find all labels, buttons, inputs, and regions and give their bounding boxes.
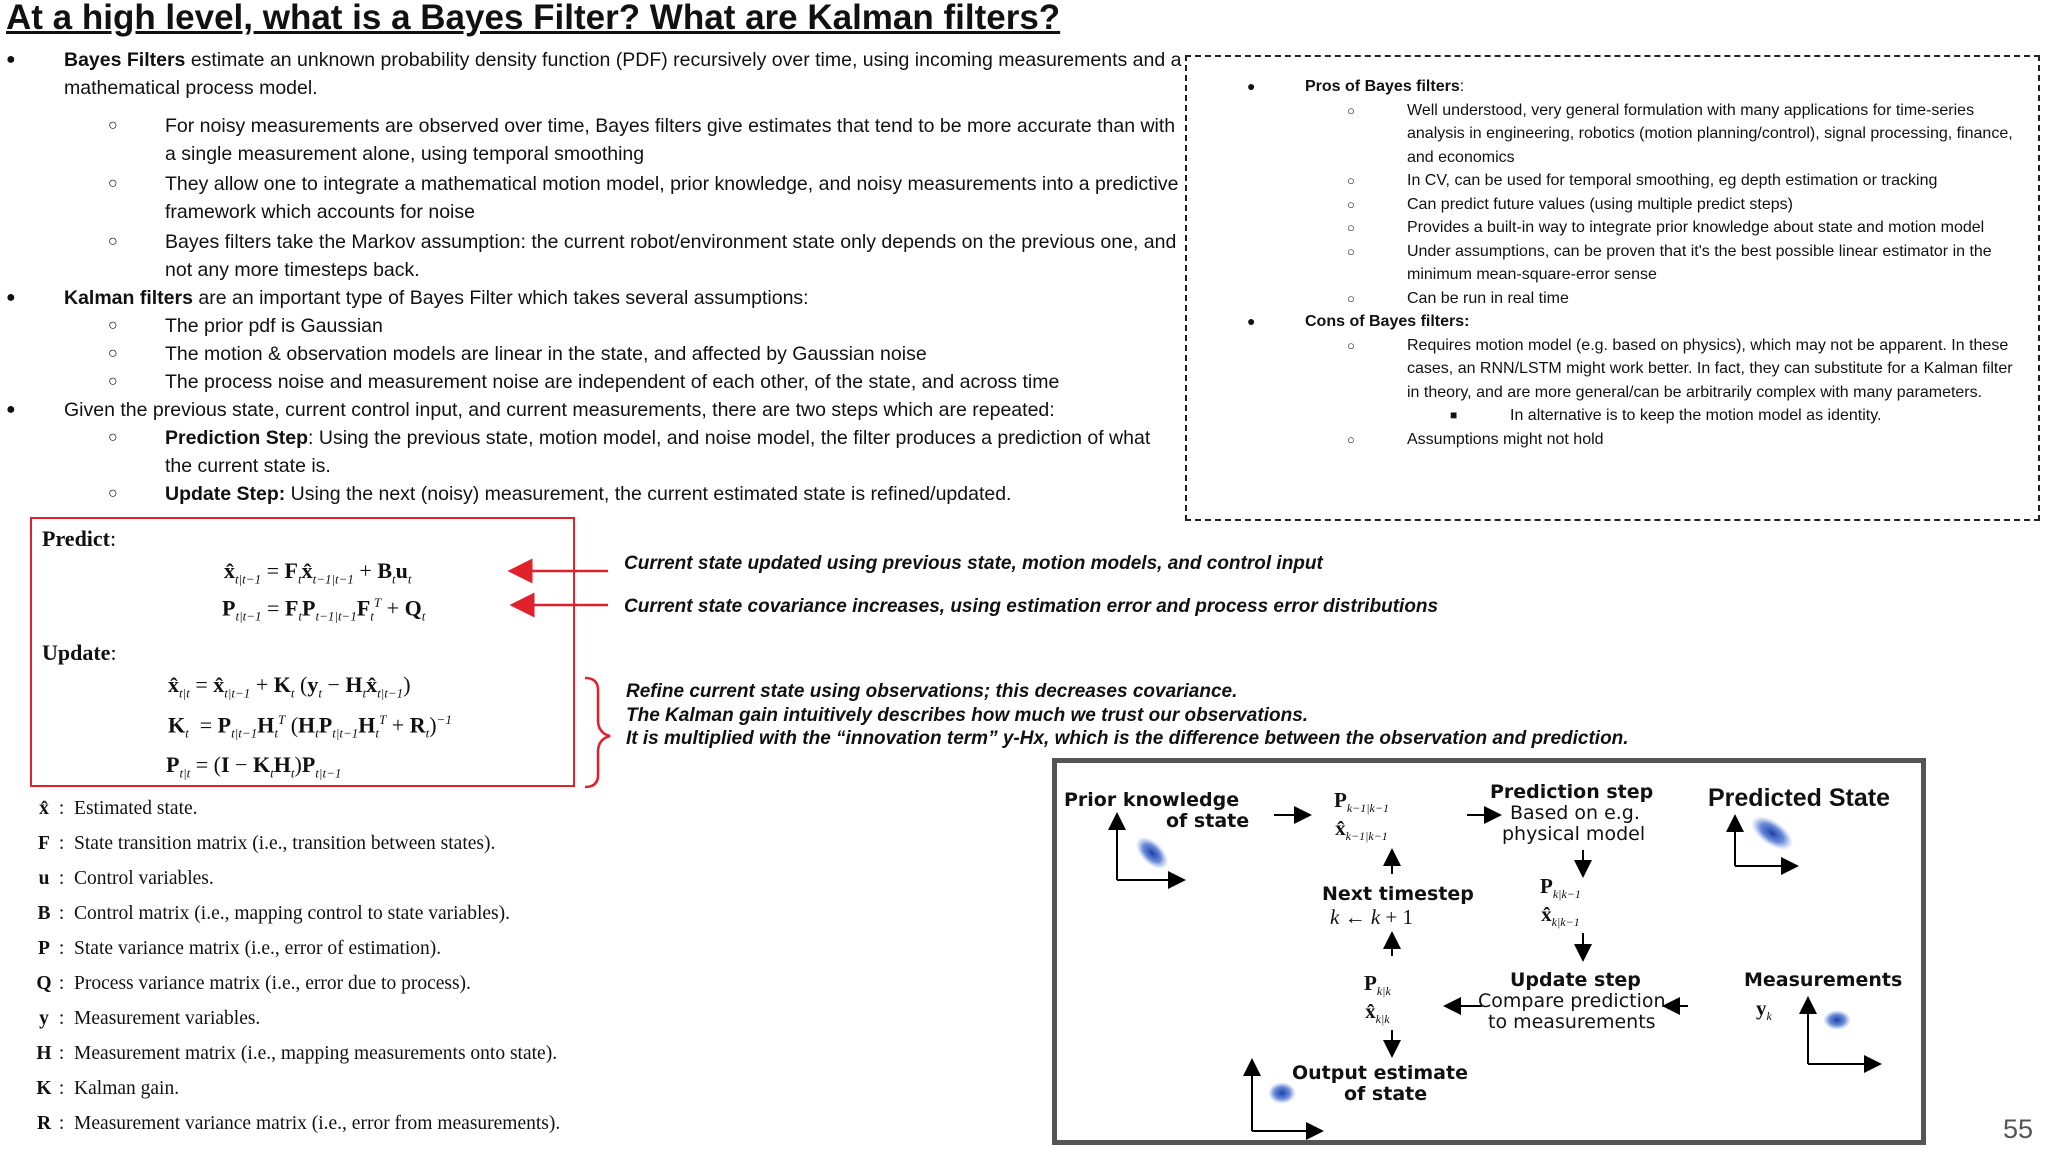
sub-bullet-text: The prior pdf is Gaussian: [165, 315, 383, 337]
pro-text: Under assumptions, can be proven that it's the best possible linear estimator in the minimum mean-square-error sense: [1407, 242, 1992, 283]
update-state-equation: $x̂_{t|t}$ = $x̂_{t|t-1} + K_t$ ($y_t$ − $H_tx̂_{t|t-1}$): [168, 672, 411, 701]
prediction-step-label: Prediction step: [1490, 781, 1654, 803]
sub-bullet-text: They allow one to integrate a mathematical motion model, prior knowledge, and noisy measurements into a predictive framework which accounts for noise: [165, 173, 1179, 223]
hollow-bullet-icon: ○: [1347, 220, 1355, 235]
annotation-covariance: Current state covariance increases, using estimation error and process error distributions: [624, 596, 1439, 617]
legend-row: P : State variance matrix (i.e., error of estimation).: [34, 938, 441, 960]
legend-symbol: Q: [36, 973, 52, 994]
prediction-step-term: Prediction Step: [165, 427, 309, 449]
legend-row: F : State transition matrix (i.e., transition between states).: [34, 833, 495, 855]
bullet-dot-icon: ●: [1247, 78, 1256, 94]
hollow-bullet-icon: ○: [108, 485, 118, 502]
predict-label: Predict:: [42, 526, 117, 551]
measurement-gaussian-blob: [1823, 1010, 1851, 1030]
legend-text: Control variables.: [74, 868, 214, 889]
legend-text: Measurement matrix (i.e., mapping measurements onto state).: [74, 1043, 558, 1064]
hollow-bullet-icon: ○: [108, 429, 118, 446]
predict-label-text: Predict: [42, 526, 111, 551]
sub-bullet-text: Bayes filters take the Markov assumption: the current robot/environment state only depends on the previous one, and not any more timesteps back.: [165, 231, 1177, 281]
kalman-filters-text: are an important type of Bayes Filter which takes several assumptions:: [192, 287, 809, 309]
pro-text: Can be run in real time: [1407, 289, 1569, 307]
legend-text: Kalman gain.: [74, 1078, 180, 1099]
pk-minus-matrix: $P_{k-1|k-1}$ $x̂_{k-1|k-1}$: [1334, 788, 1389, 844]
page-number: 55: [2003, 1114, 2034, 1144]
hollow-bullet-icon: ○: [1347, 290, 1355, 306]
pros-title: Pros of Bayes filters: [1305, 78, 1460, 95]
prediction-step-sub2: physical model: [1502, 823, 1646, 845]
pro-text: Can predict future values (using multiple predict steps): [1407, 195, 1793, 213]
predict-covariance-equation: $P_{t|t-1} = F_tP_{t-1|t-1}F_t^T + Q_t$: [222, 595, 426, 624]
next-timestep-formula: k ← k + 1: [1330, 905, 1413, 929]
hollow-bullet-icon: ○: [1347, 102, 1355, 118]
prior-knowledge-label-2: of state: [1166, 810, 1250, 832]
legend-row: H : Measurement matrix (i.e., mapping measurements onto state).: [34, 1043, 557, 1065]
prior-knowledge-label: Prior knowledge: [1064, 789, 1240, 811]
hollow-bullet-icon: ○: [108, 345, 118, 362]
legend-row: K : Kalman gain.: [34, 1078, 179, 1100]
cons-title: Cons of Bayes filters:: [1305, 313, 1470, 330]
con-text: Requires motion model (e.g. based on physics), which may not be apparent. In these cases, an RNN/LSTM might work better. In fact, they can substitute for a Kalman filter in theory, and are more general/can be arbitrarily complex with many parameters.: [1407, 336, 2013, 401]
update-brace: [585, 678, 610, 787]
legend-symbol: H: [36, 1043, 52, 1064]
update-step-sub1: Compare prediction: [1478, 990, 1666, 1012]
bullet-dot-icon: ●: [1247, 313, 1256, 329]
output-gaussian-blob: [1268, 1082, 1296, 1104]
output-estimate-label: Output estimate: [1292, 1062, 1468, 1084]
update-label: Update:: [42, 640, 117, 665]
update-step-text: Using the next (noisy) measurement, the current estimated state is refined/updated.: [285, 483, 1012, 505]
bayes-filters-term: Bayes Filters: [64, 49, 186, 71]
legend-symbol: R: [36, 1113, 52, 1134]
steps-text: Given the previous state, current control input, and current measurements, there are two steps which are repeated:: [64, 399, 1055, 421]
annotation-update-line: Refine current state using observations; this decreases covariance.: [626, 681, 1238, 702]
prediction-step-text: : Using the previous state, motion model, and noise model, the filter produces a prediction of what the current state is.: [165, 427, 1151, 477]
measurement-symbol: $y_k$: [1756, 996, 1772, 1024]
predict-state-equation: $x̂_{t|t-1}$ = $F_tx̂_{t-1|t-1} + B_tu_t$: [224, 558, 412, 587]
pro-text: In CV, can be used for temporal smoothing, eg depth estimation or tracking: [1407, 172, 1938, 189]
prior-gaussian-blob: [1130, 831, 1174, 875]
sub-bullet-text: The motion & observation models are linear in the state, and affected by Gaussian noise: [165, 343, 927, 365]
hollow-bullet-icon: ○: [108, 373, 118, 390]
update-label-text: Update: [42, 640, 111, 665]
hollow-bullet-icon: ○: [108, 175, 118, 192]
hollow-bullet-icon: ○: [1347, 337, 1355, 353]
con-text: Assumptions might not hold: [1407, 430, 1604, 448]
legend-row: y : Measurement variables.: [34, 1008, 260, 1030]
legend-text: Measurement variables.: [74, 1008, 261, 1029]
annotation-state-update: Current state updated using previous state, motion models, and control input: [624, 553, 1323, 574]
legend-text: Process variance matrix (i.e., error due to process).: [74, 973, 471, 994]
bayes-filters-text: estimate an unknown probability density function (PDF) recursively over time, using incoming measurements and a mathematical process model.: [64, 49, 1182, 99]
legend-text: State variance matrix (i.e., error of estimation).: [74, 938, 442, 959]
sub-bullet-text: The process noise and measurement noise are independent of each other, of the state, and across time: [165, 371, 1060, 393]
con-sub-text: In alternative is to keep the motion model as identity.: [1510, 407, 1882, 424]
bullet-dot-icon: ●: [6, 51, 16, 68]
output-estimate-label-2: of state: [1344, 1083, 1428, 1105]
annotation-update-block: [626, 680, 1629, 751]
sub-bullet-text: For noisy measurements are observed over time, Bayes filters give estimates that tend to be more accurate than with a single measurement alone, using temporal smoothing: [165, 115, 1176, 165]
legend-row: x̂ : Estimated state.: [34, 798, 198, 820]
hollow-bullet-icon: ○: [1347, 173, 1355, 188]
update-step-sub2: to measurements: [1488, 1011, 1656, 1033]
legend-text: Control matrix (i.e., mapping control to state variables).: [74, 903, 510, 924]
legend-symbol: y: [39, 1008, 49, 1029]
hollow-bullet-icon: ○: [1347, 243, 1355, 259]
update-step-label: Update step: [1510, 969, 1641, 991]
pk-predicted-matrix: $P_{k|k-1}$ $x̂_{k|k-1}$: [1540, 874, 1581, 930]
update-covariance-equation: $P_{t|t} = (I - K_tH_t)P_{t|t-1}$: [166, 752, 342, 781]
measurements-label: Measurements: [1744, 969, 1903, 991]
legend-symbol: F: [38, 833, 50, 854]
pro-text: Well understood, very general formulation with many applications for time-series analysis in engineering, robotics (motion planning/control), signal processing, finance, and economics: [1407, 101, 2013, 166]
annotation-update-line: It is multiplied with the “innovation term” y-Hx, which is the difference between the observation and prediction.: [626, 728, 1629, 749]
legend-row: Q : Process variance matrix (i.e., error due to process).: [34, 973, 471, 995]
legend-text: Estimated state.: [74, 798, 198, 819]
legend-symbol: B: [37, 903, 51, 924]
kalman-filters-term: Kalman filters: [64, 287, 193, 309]
page-title: At a high level, what is a Bayes Filter? What are Kalman filters?: [6, 0, 1061, 37]
legend-text: State transition matrix (i.e., transition between states).: [74, 833, 496, 854]
legend-symbol: x̂: [39, 798, 49, 819]
square-bullet-icon: ■: [1450, 408, 1458, 422]
legend-row: u : Control variables.: [34, 868, 214, 890]
annotation-update-line: The Kalman gain intuitively describes how much we trust our observations.: [626, 704, 1309, 726]
legend-row: R : Measurement variance matrix (i.e., error from measurements).: [34, 1113, 560, 1135]
next-timestep-label: Next timestep: [1322, 883, 1474, 905]
hollow-bullet-icon: ○: [108, 117, 118, 134]
bullet-dot-icon: ●: [6, 401, 16, 418]
legend-symbol: P: [38, 938, 50, 959]
hollow-bullet-icon: ○: [1347, 196, 1355, 212]
pk-updated-matrix: $P_{k|k}$ $x̂_{k|k}$: [1364, 971, 1391, 1027]
hollow-bullet-icon: ○: [1347, 431, 1355, 447]
pro-text: Provides a built-in way to integrate prior knowledge about state and motion model: [1407, 219, 1985, 236]
legend-row: B : Control matrix (i.e., mapping control to state variables).: [34, 903, 510, 925]
hollow-bullet-icon: ○: [108, 233, 118, 250]
predicted-gaussian-blob: [1745, 809, 1798, 856]
prediction-step-sub1: Based on e.g.: [1510, 802, 1640, 824]
legend-text: Measurement variance matrix (i.e., error from measurements).: [74, 1113, 561, 1134]
update-step-term: Update Step:: [165, 483, 286, 505]
hollow-bullet-icon: ○: [108, 317, 118, 334]
predicted-state-label: Predicted State: [1708, 784, 1891, 812]
legend-symbol: K: [36, 1078, 52, 1099]
kalman-gain-equation: $K_t = P_{t|t-1}H_t^T$ $(H_tP_{t|t-1}H_t^T + R_t)^{-1}$: [168, 712, 452, 741]
bullet-dot-icon: ●: [6, 289, 16, 306]
pros-colon: :: [1459, 78, 1465, 95]
legend-symbol: u: [38, 868, 50, 889]
